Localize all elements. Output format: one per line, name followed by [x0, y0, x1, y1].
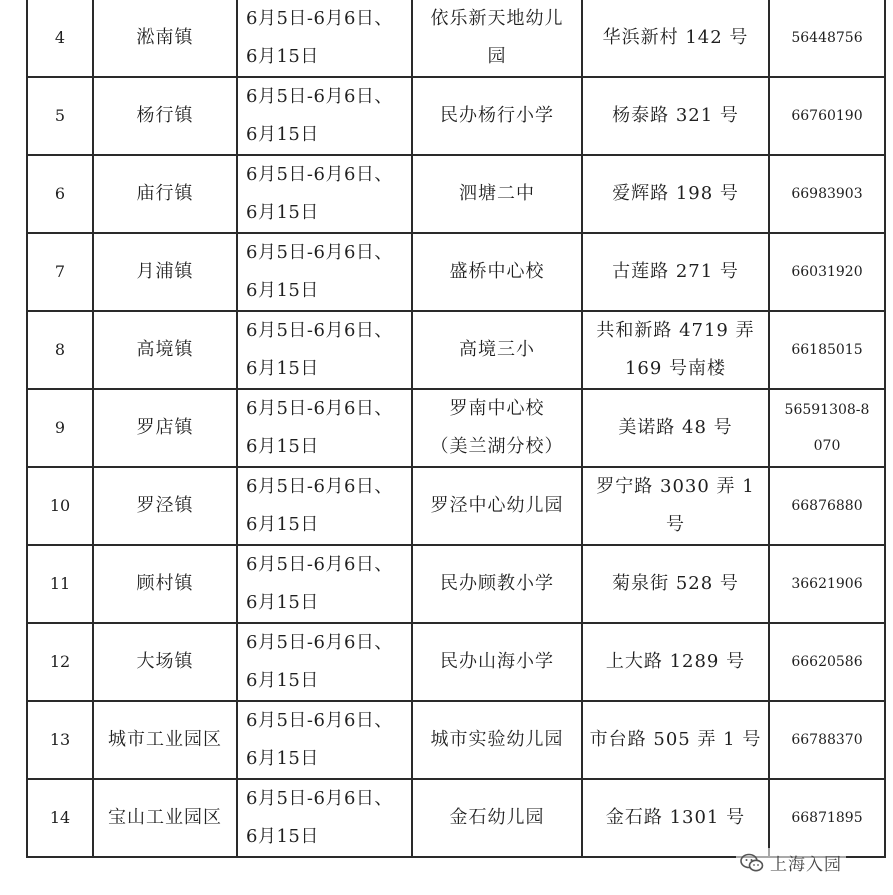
venue-cell: [412, 545, 582, 623]
date-line: 6月5日-6月6日、: [246, 8, 393, 29]
phone-cell: [769, 701, 885, 779]
row-number-cell: 5: [27, 77, 93, 155]
date-cell: [237, 389, 412, 467]
venue-line: 高境三小: [459, 339, 535, 360]
watermark-text: 上海入园: [770, 855, 842, 875]
venue-line: 依乐新天地幼儿: [430, 8, 564, 29]
phone-cell: [769, 0, 885, 77]
town-cell: 城市工业园区: [93, 701, 237, 779]
address-cell: [582, 311, 769, 389]
phone-line: 66620586: [791, 654, 863, 670]
address-cell: [582, 779, 769, 857]
town-cell: 宝山工业园区: [93, 779, 237, 857]
venue-line: 泗塘二中: [459, 183, 535, 204]
venue-line: 罗南中心校: [449, 398, 545, 419]
address-line: 美诺路 48 号: [618, 417, 733, 438]
phone-line: 66876880: [791, 498, 863, 514]
date-cell: [237, 467, 412, 545]
table-body: [27, 0, 885, 857]
date-line: 6月5日-6月6日、: [246, 554, 393, 575]
address-line: 上大路 1289 号: [605, 651, 746, 672]
table-row: [27, 0, 885, 77]
phone-cell: [769, 467, 885, 545]
table-row: [27, 467, 885, 545]
town-cell: 大场镇: [93, 623, 237, 701]
phone-cell: [769, 545, 885, 623]
phone-line: 66031920: [791, 264, 863, 280]
date-cell: [237, 701, 412, 779]
venue-cell: [412, 77, 582, 155]
schedule-table: [26, 0, 886, 858]
address-line: 华浜新村 142 号: [602, 27, 749, 48]
address-line: 169 号南楼: [624, 358, 727, 379]
venue-cell: [412, 467, 582, 545]
address-line: 共和新路 4719 弄: [596, 320, 755, 341]
date-cell: [237, 77, 412, 155]
address-line: 菊泉街 528 号: [612, 573, 739, 594]
date-line: 6月15日: [246, 670, 319, 691]
venue-line: 罗泾中心幼儿园: [430, 495, 564, 516]
phone-line: 36621906: [791, 576, 863, 592]
date-line: 6月5日-6月6日、: [246, 320, 393, 341]
date-line: 6月15日: [246, 826, 319, 847]
table-row: [27, 623, 885, 701]
town-cell: 淞南镇: [93, 0, 237, 77]
venue-line: 民办山海小学: [440, 651, 554, 672]
venue-cell: [412, 0, 582, 77]
date-line: 6月5日-6月6日、: [246, 476, 393, 497]
phone-line: 070: [813, 438, 841, 454]
row-number-cell: 9: [27, 389, 93, 467]
address-cell: [582, 623, 769, 701]
address-cell: [582, 545, 769, 623]
date-line: 6月15日: [246, 514, 319, 535]
venue-cell: [412, 155, 582, 233]
row-number-cell: 12: [27, 623, 93, 701]
phone-line: 66185015: [791, 342, 863, 358]
row-number-cell: 4: [27, 0, 93, 77]
phone-cell: [769, 623, 885, 701]
venue-cell: [412, 311, 582, 389]
row-number-cell: 11: [27, 545, 93, 623]
phone-line: 66788370: [791, 732, 863, 748]
address-cell: [582, 155, 769, 233]
phone-line: 56448756: [791, 30, 863, 46]
phone-line: 66760190: [791, 108, 863, 124]
phone-line: 66871895: [791, 810, 863, 826]
address-cell: [582, 389, 769, 467]
row-number-cell: 10: [27, 467, 93, 545]
date-cell: [237, 623, 412, 701]
phone-cell: [769, 389, 885, 467]
venue-line: 民办杨行小学: [440, 105, 554, 126]
date-line: 6月5日-6月6日、: [246, 788, 393, 809]
phone-cell: [769, 779, 885, 857]
date-line: 6月15日: [246, 202, 319, 223]
table-row: [27, 311, 885, 389]
row-number-cell: 6: [27, 155, 93, 233]
town-cell: 月浦镇: [93, 233, 237, 311]
date-line: 6月5日-6月6日、: [246, 398, 393, 419]
table-row: [27, 545, 885, 623]
address-cell: [582, 701, 769, 779]
town-cell: 罗店镇: [93, 389, 237, 467]
row-number-cell: 14: [27, 779, 93, 857]
venue-line: （美兰湖分校）: [430, 436, 564, 457]
table-row: [27, 779, 885, 857]
date-line: 6月5日-6月6日、: [246, 242, 393, 263]
document-sheet: [26, 0, 884, 880]
date-line: 6月15日: [246, 592, 319, 613]
date-line: 6月15日: [246, 748, 319, 769]
row-number-cell: 13: [27, 701, 93, 779]
address-cell: [582, 233, 769, 311]
town-cell: 杨行镇: [93, 77, 237, 155]
town-cell: 庙行镇: [93, 155, 237, 233]
date-line: 6月15日: [246, 124, 319, 145]
venue-cell: [412, 779, 582, 857]
town-cell: 罗泾镇: [93, 467, 237, 545]
date-cell: [237, 311, 412, 389]
venue-cell: [412, 623, 582, 701]
phone-cell: [769, 77, 885, 155]
date-cell: [237, 155, 412, 233]
date-line: 6月15日: [246, 358, 319, 379]
address-line: 杨泰路 321 号: [612, 105, 739, 126]
watermark: [736, 848, 846, 877]
row-number-cell: 8: [27, 311, 93, 389]
phone-cell: [769, 155, 885, 233]
date-line: 6月5日-6月6日、: [246, 632, 393, 653]
phone-line: 66983903: [791, 186, 863, 202]
date-line: 6月15日: [246, 436, 319, 457]
date-line: 6月5日-6月6日、: [246, 86, 393, 107]
wechat-icon: [740, 853, 764, 873]
venue-cell: [412, 701, 582, 779]
address-line: 市台路 505 弄 1 号: [589, 729, 762, 750]
address-cell: [582, 77, 769, 155]
address-cell: [582, 0, 769, 77]
address-cell: [582, 467, 769, 545]
address-line: 罗宁路 3030 弄 1 号: [596, 476, 755, 535]
address-line: 爱辉路 198 号: [612, 183, 739, 204]
venue-line: 园: [487, 46, 507, 67]
date-line: 6月15日: [246, 46, 319, 67]
town-cell: 顾村镇: [93, 545, 237, 623]
table-row: [27, 701, 885, 779]
date-line: 6月5日-6月6日、: [246, 164, 393, 185]
phone-cell: [769, 311, 885, 389]
table-row: [27, 155, 885, 233]
venue-cell: [412, 233, 582, 311]
date-cell: [237, 233, 412, 311]
date-line: 6月5日-6月6日、: [246, 710, 393, 731]
address-line: 古莲路 271 号: [612, 261, 739, 282]
phone-line: 56591308-8: [784, 402, 870, 418]
venue-line: 城市实验幼儿园: [430, 729, 564, 750]
table-row: [27, 233, 885, 311]
venue-line: 盛桥中心校: [449, 261, 545, 282]
table-row: [27, 77, 885, 155]
date-cell: [237, 545, 412, 623]
table-row: [27, 389, 885, 467]
phone-cell: [769, 233, 885, 311]
row-number-cell: 7: [27, 233, 93, 311]
town-cell: 高境镇: [93, 311, 237, 389]
date-cell: [237, 779, 412, 857]
venue-line: 民办顾教小学: [440, 573, 554, 594]
venue-cell: [412, 389, 582, 467]
date-line: 6月15日: [246, 280, 319, 301]
date-cell: [237, 0, 412, 77]
venue-line: 金石幼儿园: [449, 807, 545, 828]
address-line: 金石路 1301 号: [605, 807, 746, 828]
